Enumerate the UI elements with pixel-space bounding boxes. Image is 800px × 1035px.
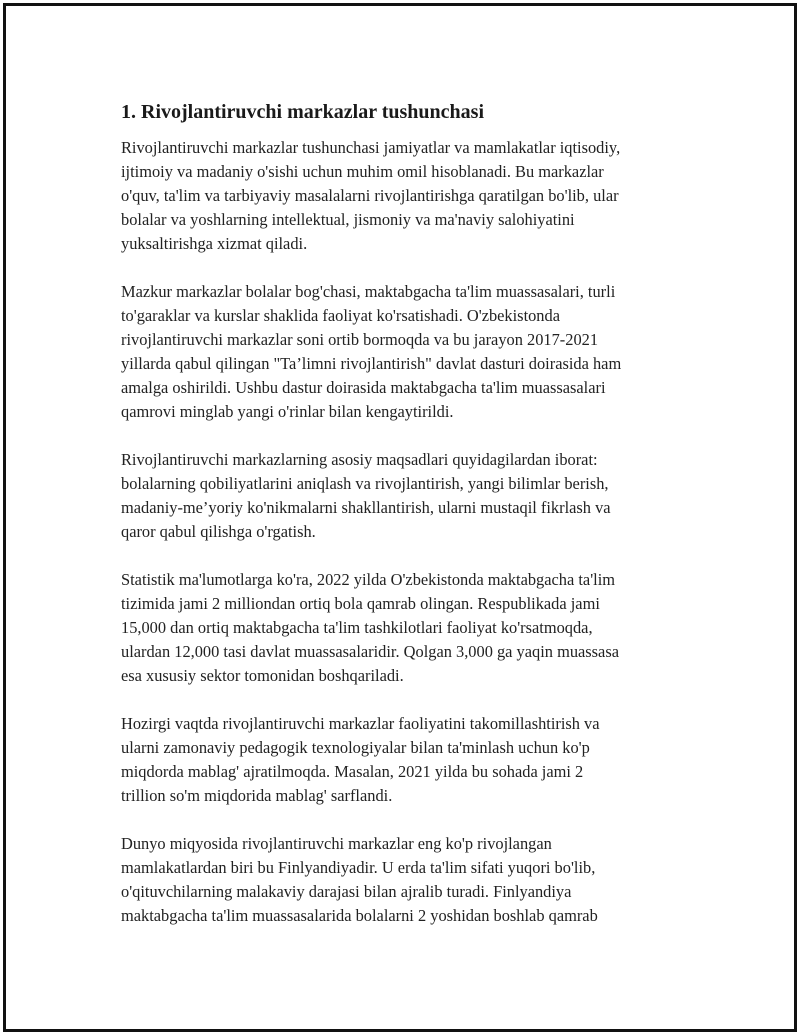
text-line: madaniy-me’yoriy ko'nikmalarni shakllantirish, ularni mustaqil fikrlash va — [121, 498, 611, 517]
page-frame — [3, 3, 797, 1032]
text-line: trillion so'm miqdorida mablag' sarflandi. — [121, 786, 393, 805]
text-line: qamrovi minglab yangi o'rinlar bilan kengaytirildi. — [121, 402, 454, 421]
document-body — [121, 96, 706, 952]
section-heading: 1. Rivojlantiruvchi markazlar tushunchasi — [121, 101, 484, 123]
text-line: amalga oshirildi. Ushbu dastur doirasida maktabgacha ta'lim muassasalari — [121, 378, 606, 397]
text-line: o'qituvchilarning malakaviy darajasi bilan ajralib turadi. Finlyandiya — [121, 882, 572, 901]
text-line: tizimida jami 2 milliondan ortiq bola qamrab olingan. Respublikada jami — [121, 594, 600, 613]
text-line: Mazkur markazlar bolalar bog'chasi, maktabgacha ta'lim muassasalari, turli — [121, 282, 616, 301]
text-line: ularni zamonaviy pedagogik texnologiyalar bilan ta'minlash uchun ko'p — [121, 738, 590, 757]
text-line: Hozirgi vaqtda rivojlantiruvchi markazlar faoliyatini takomillashtirish va — [121, 714, 600, 733]
text-line: Statistik ma'lumotlarga ko'ra, 2022 yilda O'zbekistonda maktabgacha ta'lim — [121, 570, 616, 589]
paragraph-5 — [121, 712, 706, 808]
text-line: Dunyo miqyosida rivojlantiruvchi markazlar eng ko'p rivojlangan — [121, 834, 552, 853]
text-line: mamlakatlardan biri bu Finlyandiyadir. U erda ta'lim sifati yuqori bo'lib, — [121, 858, 596, 877]
paragraph-3 — [121, 448, 706, 544]
paragraph-6 — [121, 832, 706, 928]
paragraph-1 — [121, 136, 706, 256]
text-line: ijtimoiy va madaniy o'sishi uchun muhim omil hisoblanadi. Bu markazlar — [121, 162, 604, 181]
text-line: maktabgacha ta'lim muassasalarida bolalarni 2 yoshidan boshlab qamrab — [121, 906, 598, 925]
text-line: bolalarning qobiliyatlarini aniqlash va rivojlantirish, yangi bilimlar berish, — [121, 474, 609, 493]
text-line: ulardan 12,000 tasi davlat muassasalaridir. Qolgan 3,000 ga yaqin muassasa — [121, 642, 619, 661]
text-line: bolalar va yoshlarning intellektual, jismoniy va ma'naviy salohiyatini — [121, 210, 575, 229]
text-line: Rivojlantiruvchi markazlarning asosiy maqsadlari quyidagilardan iborat: — [121, 450, 598, 469]
text-line: to'garaklar va kurslar shaklida faoliyat ko'rsatishadi. O'zbekistonda — [121, 306, 560, 325]
text-line: 15,000 dan ortiq maktabgacha ta'lim tashkilotlari faoliyat ko'rsatmoqda, — [121, 618, 593, 637]
text-line: rivojlantiruvchi markazlar soni ortib bormoqda va bu jarayon 2017-2021 — [121, 330, 599, 349]
text-line: esa xususiy sektor tomonidan boshqariladi. — [121, 666, 404, 685]
text-line: miqdorda mablag' ajratilmoqda. Masalan, 2021 yilda bu sohada jami 2 — [121, 762, 584, 781]
text-line: Rivojlantiruvchi markazlar tushunchasi jamiyatlar va mamlakatlar iqtisodiy, — [121, 138, 621, 157]
text-line: o'quv, ta'lim va tarbiyaviy masalalarni rivojlantirishga qaratilgan bo'lib, ular — [121, 186, 619, 205]
paragraph-4 — [121, 568, 706, 688]
text-line: yillarda qabul qilingan "Ta’limni rivojlantirish" davlat dasturi doirasida ham — [121, 354, 622, 373]
paragraph-2 — [121, 280, 706, 424]
text-line: qaror qabul qilishga o'rgatish. — [121, 522, 316, 541]
text-line: yuksaltirishga xizmat qiladi. — [121, 234, 308, 253]
